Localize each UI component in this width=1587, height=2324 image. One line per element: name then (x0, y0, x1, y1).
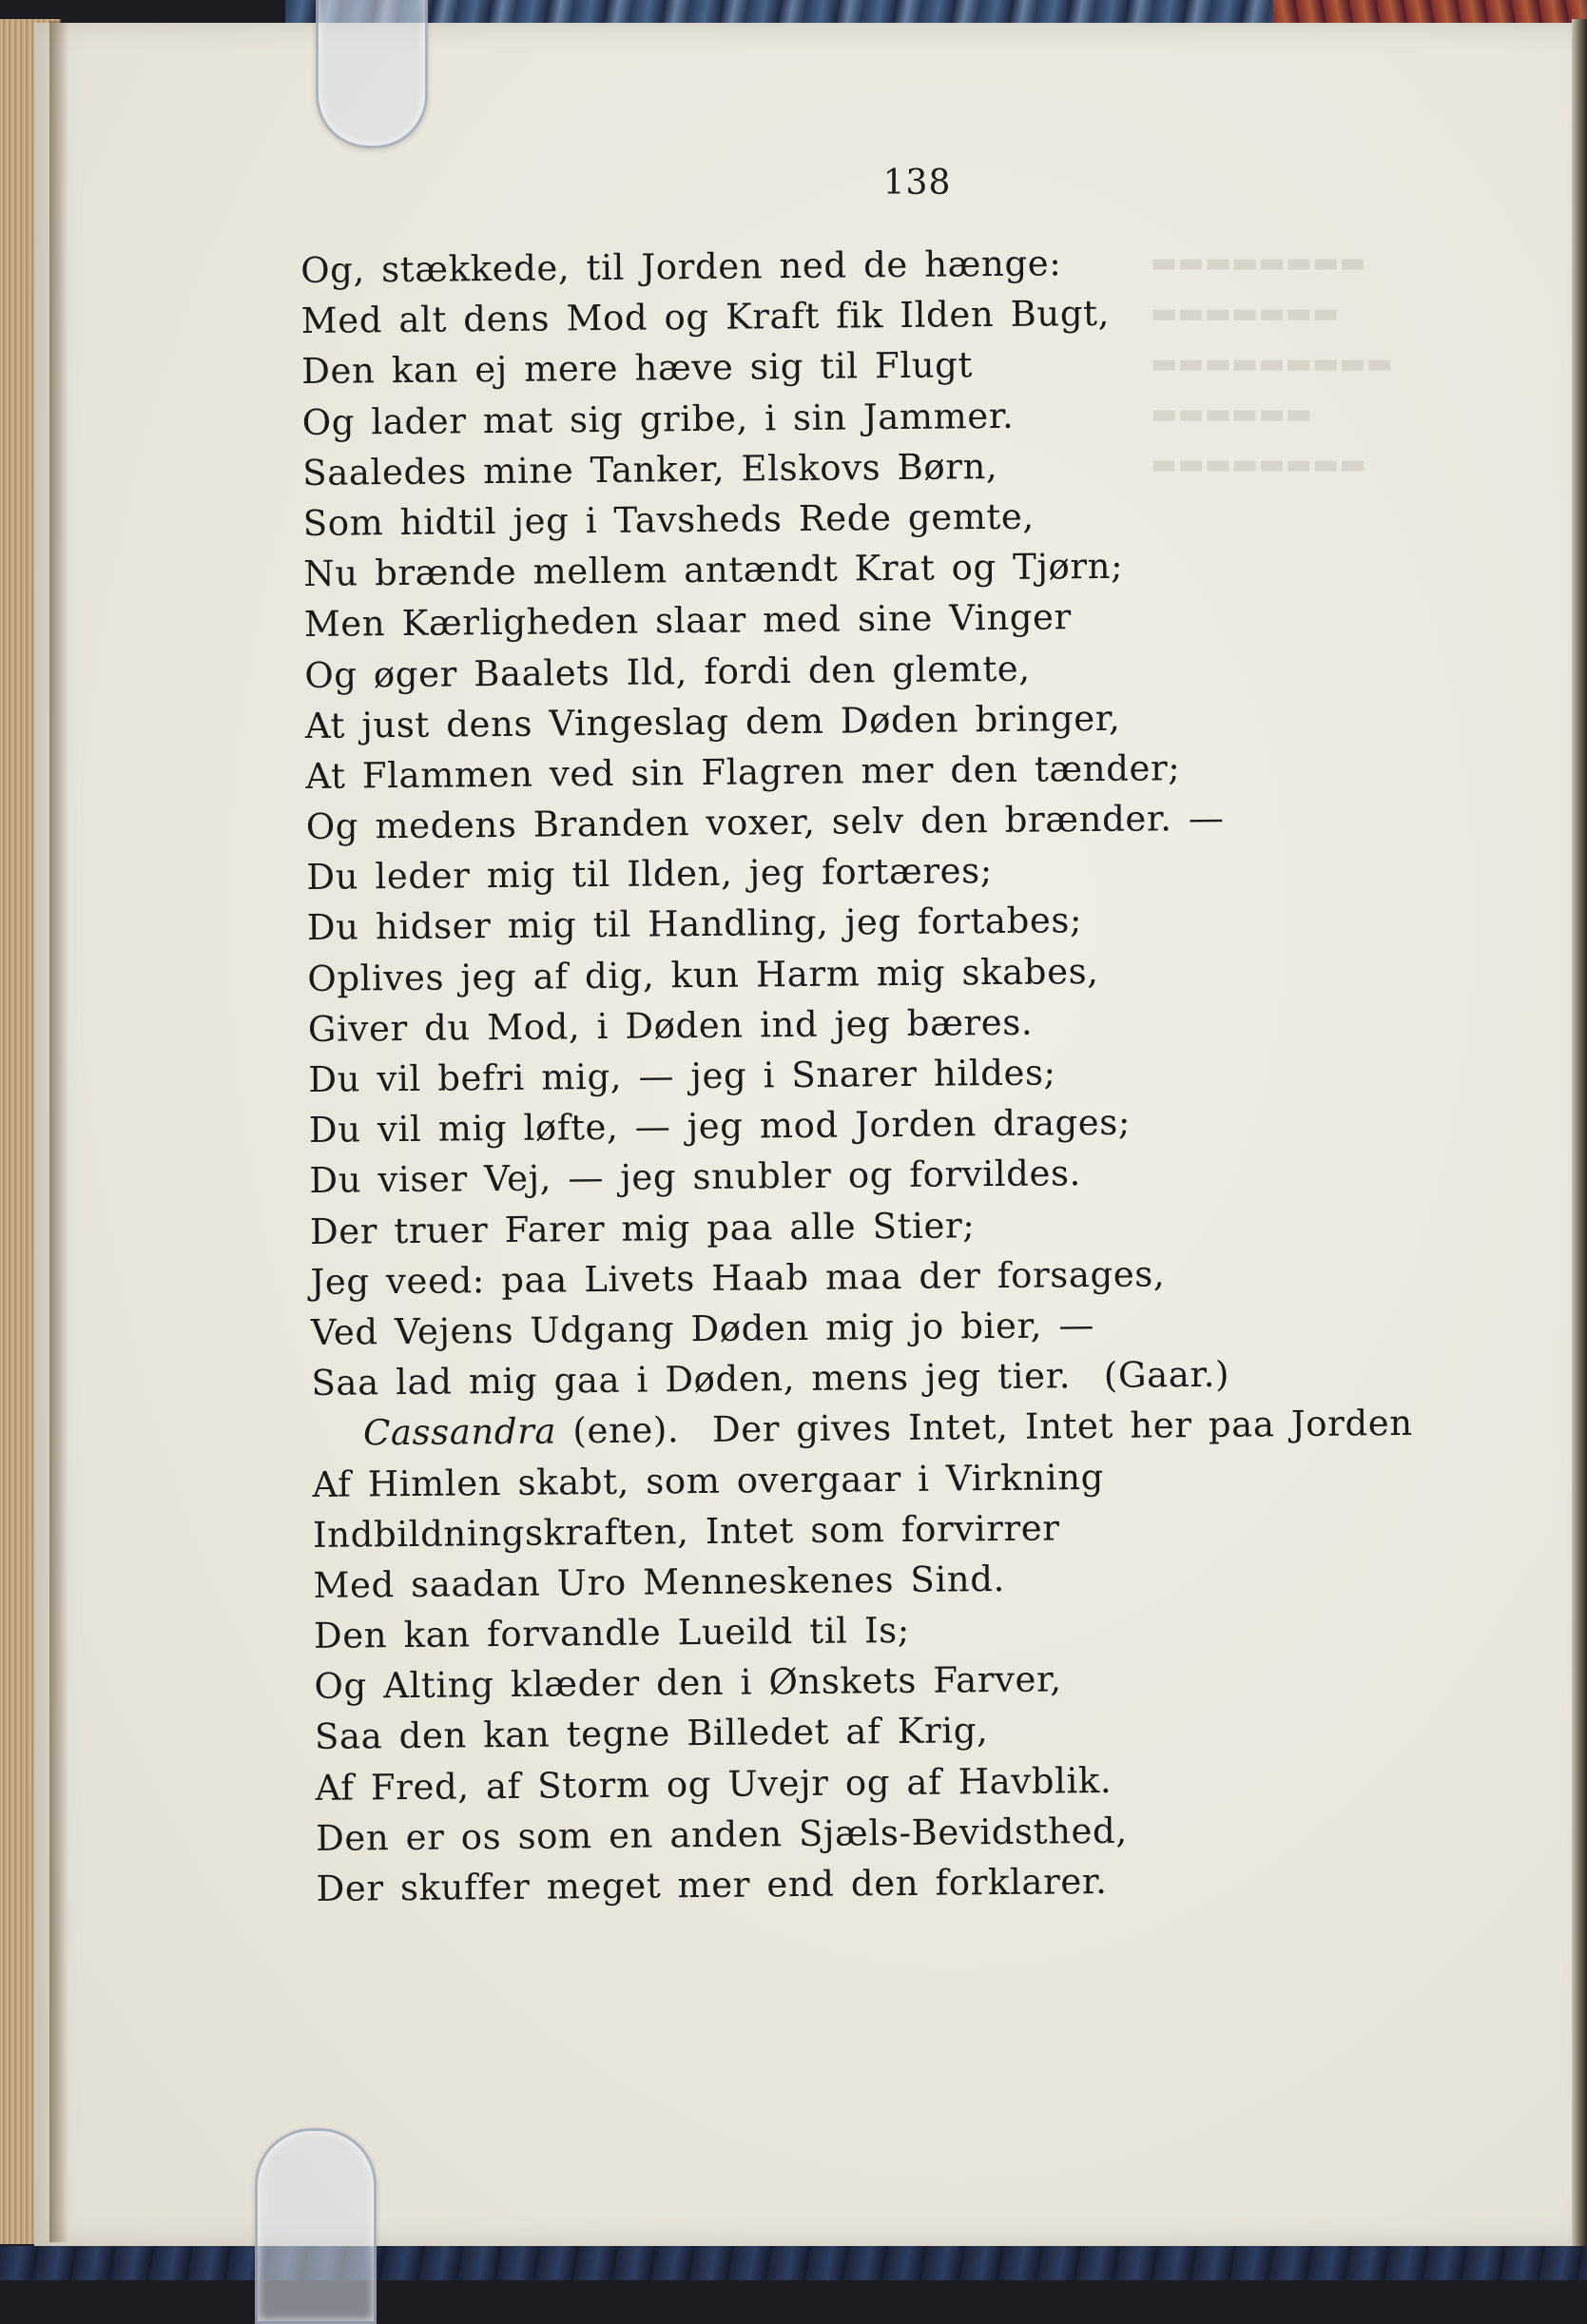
speech-line: Saa den kan tegne Billedet af Krig, (314, 1710, 989, 1758)
verse-line: Og øger Baalets Ild, fordi den glemte, (304, 648, 1031, 696)
verse-block (300, 234, 1515, 1914)
verse-line: Den kan ej mere hæve sig til Flugt (301, 344, 974, 393)
exit-line-text: Saa lad mig gaa i Døden, mens jeg tier. (311, 1355, 1072, 1404)
verse-line: Der truer Farer mig paa alle Stier; (309, 1204, 976, 1252)
scanner-clip-bottom (255, 2128, 377, 2324)
verse-line: Og, stækkede, til Jorden ned de hænge: (300, 242, 1062, 291)
show-through-text: ▬▬▬▬▬▬▬▬ ▬▬▬▬▬▬▬ ▬▬▬▬▬▬▬▬▬ ▬▬▬▬▬▬ ▬▬▬▬▬▬▬▬ (1151, 246, 1394, 481)
speech-line: Og Alting klæder den i Ønskets Farver, (314, 1658, 1062, 1708)
verse-line: Og medens Branden voxer, selv den brænder. — (305, 797, 1225, 848)
verse-line: Som hidtil jeg i Tavsheds Rede gemte, (302, 495, 1035, 544)
verse-line: Ved Vejens Udgang Døden mig jo bier, — (310, 1304, 1095, 1353)
speech-line: Med saadan Uro Menneskenes Sind. (313, 1558, 1006, 1606)
verse-line: Saaledes mine Tanker, Elskovs Børn, (302, 445, 998, 494)
speech-first-line: Der gives Intet, Intet her paa Jorden (711, 1403, 1413, 1451)
verse-line: At Flammen ved sin Flagren mer den tænder; (305, 747, 1181, 797)
speech-line: Der skuffer meget mer end den forklarer. (316, 1860, 1108, 1909)
speech-line: Den er os som en anden Sjæls-Bevidsthed, (315, 1810, 1128, 1859)
speech-line: Af Fred, af Storm og Uvejr og af Havblik. (315, 1759, 1113, 1809)
verse-line: Du vil mig løfte, — jeg mod Jorden drages; (308, 1101, 1132, 1152)
verse-line: Men Kærligheden slaar med sine Vinger (303, 596, 1073, 646)
verse-line: Du leder mig til Ilden, jeg fortæres; (306, 850, 993, 899)
verse-line: Nu brænde mellem antændt Krat og Tjørn; (303, 545, 1124, 595)
speech-line: Den kan forvandle Lueild til Is; (313, 1609, 911, 1656)
verse-line: Giver du Mod, i Døden ind jeg bæres. (307, 1001, 1034, 1050)
verse-line: Med alt dens Mod og Kraft fik Ilden Bugt, (300, 293, 1111, 342)
verse-line: Oplives jeg af dig, kun Harm mig skabes, (307, 950, 1099, 999)
page-number: 138 (882, 164, 952, 203)
verse-line: Du hidser mig til Handling, jeg fortabes; (306, 900, 1083, 949)
verse-line: Jeg veed: paa Livets Haab maa der forsages, (310, 1253, 1166, 1303)
stage-direction: (Gaar.) (1103, 1353, 1230, 1397)
page-right-edge (1572, 19, 1587, 2249)
scanner-clip-top (316, 0, 428, 148)
verse-line: Du vil befri mig, — jeg i Snarer hildes; (308, 1052, 1056, 1100)
speaker-direction: (ene). (572, 1409, 680, 1452)
marbled-bottom-edge (0, 2246, 1587, 2280)
speech-line: Af Himlen skabt, som overgaar i Virkning (312, 1456, 1105, 1505)
verse-line: Du viser Vej, — jeg snubler og forvildes. (309, 1152, 1082, 1202)
verse-line: Og lader mat sig gribe, i sin Jammer. (301, 395, 1015, 443)
speech-line: Indbildningskraften, Intet som forvirrer (312, 1507, 1060, 1556)
speaker-name: Cassandra (362, 1410, 557, 1454)
gutter-shadow (49, 21, 68, 2242)
verse-line: At just dens Vingeslag dem Døden bringer, (304, 697, 1121, 746)
